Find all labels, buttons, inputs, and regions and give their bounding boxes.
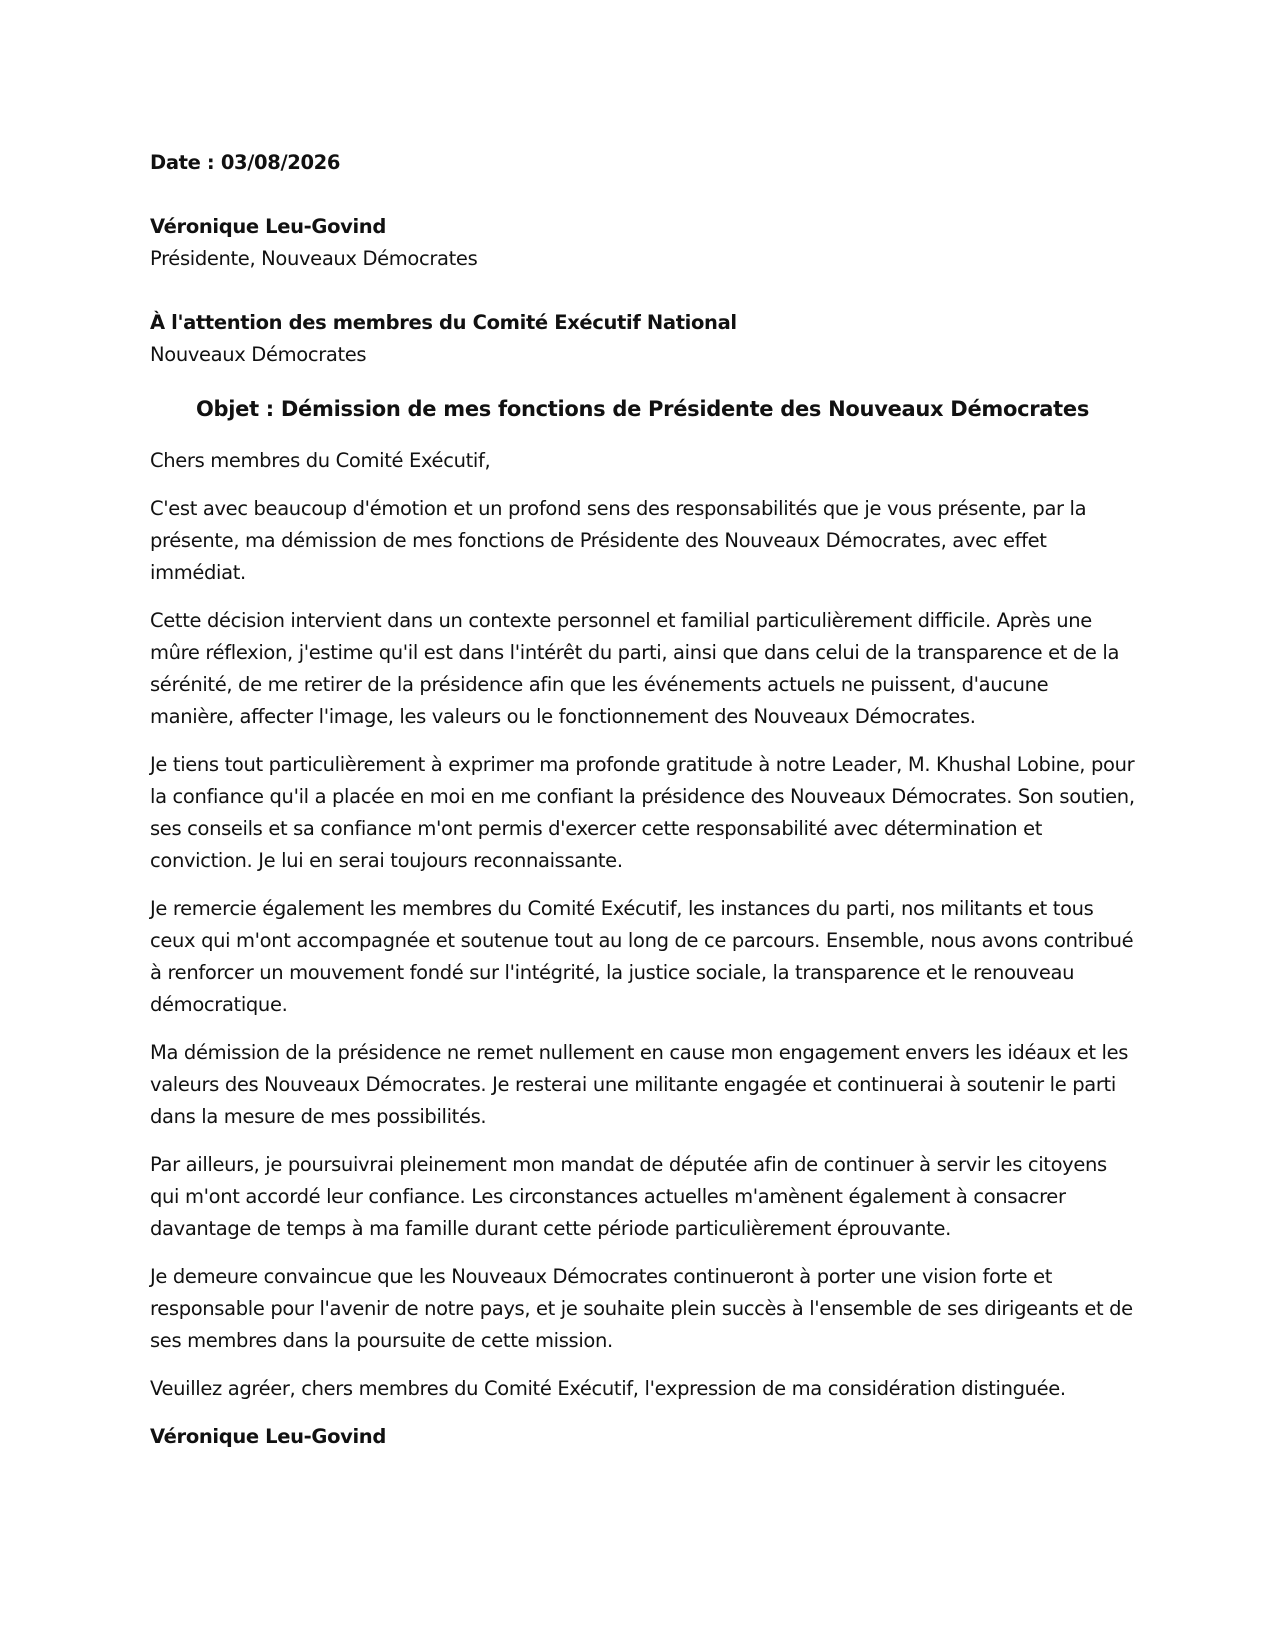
- paragraph-7: Je demeure convaincue que les Nouveaux Démocrates continueront à porter une vision forte et responsable pour l'avenir de notre pays, et je souhaite plein succès à l'ensemble de ses dirigeants et de ses membres dans la poursuite de cette mission.: [150, 1265, 1133, 1352]
- paragraph-3: Je tiens tout particulièrement à exprimer ma profonde gratitude à notre Leader, M. Khushal Lobine, pour la confiance qu'il a placée en moi en me confiant la présidence des Nouveaux Démocrates. Son soutien, ses conseils et sa confiance m'ont permis d'exercer cette responsabilité avec détermination et conviction. Je lui en serai toujours reconnaissante.: [150, 753, 1135, 872]
- paragraph-4: Je remercie également les membres du Comité Exécutif, les instances du parti, nos militants et tous ceux qui m'ont accompagnée et soutenue tout au long de ce parcours. Ensemble, nous avons contribué à renforcer un mouvement fondé sur l'intégrité, la justice sociale, la transparence et le renouveau démocratique.: [150, 897, 1134, 1016]
- letter-date: Date : 03/08/2026: [150, 151, 341, 174]
- paragraph-2: Cette décision intervient dans un contexte personnel et familial particulièrement difficile. Après une mûre réflexion, j'estime qu'il est dans l'intérêt du parti, ainsi que dans celui de la transparence et de la sérénité, de me retirer de la présidence afin que les événements actuels ne puissent, d'aucune manière, affecter l'image, les valeurs ou le fonctionnement des Nouveaux Démocrates.: [150, 609, 1120, 728]
- paragraph-5: Ma démission de la présidence ne remet nullement en cause mon engagement envers les idéaux et les valeurs des Nouveaux Démocrates. Je resterai une militante engagée et continuerai à soutenir le parti dans la mesure de mes possibilités.: [150, 1041, 1129, 1128]
- salutation: Chers membres du Comité Exécutif,: [150, 449, 491, 472]
- sender-name: Véronique Leu-Govind: [150, 215, 386, 238]
- letter-body: [150, 147, 1135, 1453]
- recipient-attention: À l'attention des membres du Comité Exécutif National: [150, 311, 737, 334]
- recipient-block: [150, 307, 1135, 371]
- sender-block: [150, 211, 1135, 275]
- paragraph-6: Par ailleurs, je poursuivrai pleinement mon mandat de députée afin de continuer à servir les citoyens qui m'ont accordé leur confiance. Les circonstances actuelles m'amènent également à consacrer davantage de temps à ma famille durant cette période particulièrement éprouvante.: [150, 1153, 1107, 1240]
- paragraph-1: C'est avec beaucoup d'émotion et un profond sens des responsabilités que je vous présente, par la présente, ma démission de mes fonctions de Présidente des Nouveaux Démocrates, avec effet immédiat.: [150, 497, 1087, 584]
- recipient-organization: Nouveaux Démocrates: [150, 343, 367, 366]
- letter-subject: Objet : Démission de mes fonctions de Présidente des Nouveaux Démocrates: [195, 397, 1090, 421]
- signature: Véronique Leu-Govind: [150, 1425, 386, 1448]
- sender-title: Présidente, Nouveaux Démocrates: [150, 247, 478, 270]
- closing-formula: Veuillez agréer, chers membres du Comité Exécutif, l'expression de ma considération distinguée.: [150, 1377, 1066, 1400]
